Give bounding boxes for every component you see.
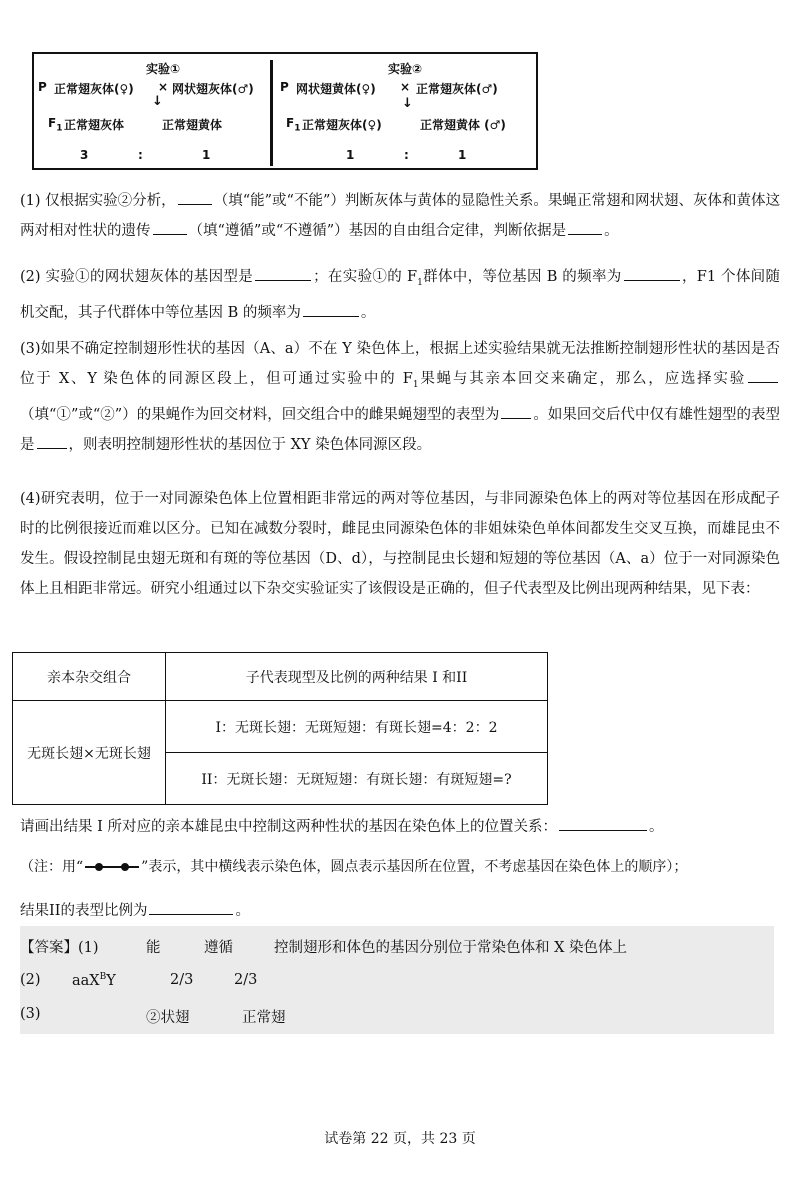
divider [270,60,273,166]
exp2-f1-label: $F_1$ [286,116,301,134]
question-2: (2) 实验①的网状翅灰体的基因型是 ；在实验①的 $F_1$群体中，等位基因 B 的频率为 ，F1 个体间随机交配，其子代群体中等位基因 B 的频率为 。 [20,262,780,328]
exp2-ratio-b: 1 [458,148,467,162]
exp2-p-label: P [280,80,289,94]
chromosome-marker-icon [83,861,141,873]
table-cell-result-1: I：无斑长翅：无斑短翅：有斑长翅=4：2：2 [166,701,548,753]
exp2-p-male: 正常翅灰体(♂) [416,82,498,96]
answer-blank[interactable] [178,190,212,205]
exp2-colon: : [404,148,409,162]
answer-3-1: ②状翅 [146,1010,190,1026]
page-footer: 试卷第 22 页，共 23 页 [324,1131,476,1147]
exp1-f1-label: $F_1$ [48,116,63,134]
answer-blank[interactable] [153,220,187,235]
result2-question: 结果II的表型比例为 。 [20,896,780,926]
table-header-results: 子代表现型及比例的两种结果 I 和II [166,653,548,701]
answer-blank[interactable] [559,816,647,831]
answer-blank[interactable] [748,368,778,383]
exp1-p-label: P [38,80,47,94]
answer-blank[interactable] [303,302,359,317]
answer-blank[interactable] [37,434,67,449]
draw-instruction: 请画出结果 I 所对应的亲本雄昆虫中控制这两种性状的基因在染色体上的位置关系： 。 [20,812,780,842]
table-header-cross: 亲本杂交组合 [13,653,166,701]
table-cell-cross: 无斑长翅×无斑长翅 [13,701,166,805]
answer-1-3: 控制翅形和体色的基因分别位于常染色体和 X 染色体上 [274,940,628,956]
answer-2-3: 2/3 [234,972,258,988]
exp1-ratio-b: 1 [202,148,211,162]
answer-block [20,926,774,1034]
exp1-p-male: 网状翅灰体(♂) [172,82,254,96]
exp2-p-female: 网状翅黄体(♀) [296,82,376,96]
question-3: (3)如果不确定控制翅形性状的基因（A、a）不在 Y 染色体上，根据上述实验结果就无法推断控制翅形性状的基因是否位于 X、Y 染色体的同源区段上，但可通过实验中的 $F_1$果蝇与其亲本回交来确定，那么，应选择实验（填“①”或“②”）的果蝇作为回交材料，回交组合中的雌果蝇翅型的表型为 。如果回交后代中仅有雄性翅型的表型是 ，则表明控制翅形性状的基因位于 XY 染色体同源区段。 [20,341,781,453]
exp1-f1-a: 正常翅灰体 [64,118,125,132]
question-4: (4)研究表明，位于一对同源染色体上位置相距非常远的两对等位基因，与非同源染色体上的两对等位基因在形成配子时的比例很接近而难以区分。已知在减数分裂时，雌昆虫同源染色体的非姐妹染色单体间都发生交叉互换，而雄昆虫不发生。假设控制昆虫翅无斑和有斑的等位基因（D、d），与控制昆虫长翅和短翅的等位基因（A、a）位于一对同源染色体上且相距非常远。研究小组通过以下杂交实验证实了该假设是正确的，但子代表型及比例出现两种结果，见下表： [20,491,780,597]
exp1-arrow-icon: ↓ [152,94,163,109]
exp1-p-female: 正常翅灰体(♀) [54,82,134,96]
cross-diagram [32,52,538,170]
answer-2-label: (2) [20,972,41,988]
exp2-f1-b: 正常翅黄体 (♂) [420,118,506,132]
question-1: (1) 仅根据实验②分析， （填“能”或“不能”）判断灰体与黄体的显隐性关系。果蝇正常翅和网状翅、灰体和黄体这两对相对性状的遗传 （填“遵循”或“不遵循”）基因的自由组合定律，判断依据是 。 [20,186,780,246]
answer-1-1: 能 [146,940,161,956]
exp2-title: 实验② [388,62,423,76]
answer-label: 【答案】(1) [20,940,99,956]
table-row [13,701,548,753]
answer-2-2: 2/3 [170,972,194,988]
answer-blank[interactable] [624,266,680,281]
answer-blank[interactable] [149,900,233,915]
exp1-colon: : [138,148,143,162]
exp1-cross-sign: × [158,80,169,94]
answer-2-1: aaX$^B$Y [72,972,116,989]
table-row [13,653,548,701]
exp1-f1-b: 正常翅黄体 [162,118,223,132]
answer-3-2: 正常翅 [242,1010,286,1026]
answer-3-label: (3) [20,1006,41,1022]
exp2-cross-sign: × [400,80,411,94]
table-cell-result-2: II：无斑长翅：无斑短翅：有斑长翅：有斑短翅=? [166,753,548,805]
answer-blank[interactable] [568,220,602,235]
results-table [12,652,548,805]
answer-blank[interactable] [501,404,531,419]
exp1-ratio-a: 3 [80,148,89,162]
exp2-f1-a: 正常翅灰体(♀) [302,118,382,132]
answer-blank[interactable] [255,266,311,281]
exp2-ratio-a: 1 [346,148,355,162]
exp1-title: 实验① [146,62,181,76]
answer-1-2: 遵循 [204,940,233,956]
exp2-arrow-icon: ↓ [402,96,413,111]
note-line: （注：用“ ”表示，其中横线表示染色体，圆点表示基因所在位置，不考虑基因在染色体上的顺序）； [20,859,688,875]
